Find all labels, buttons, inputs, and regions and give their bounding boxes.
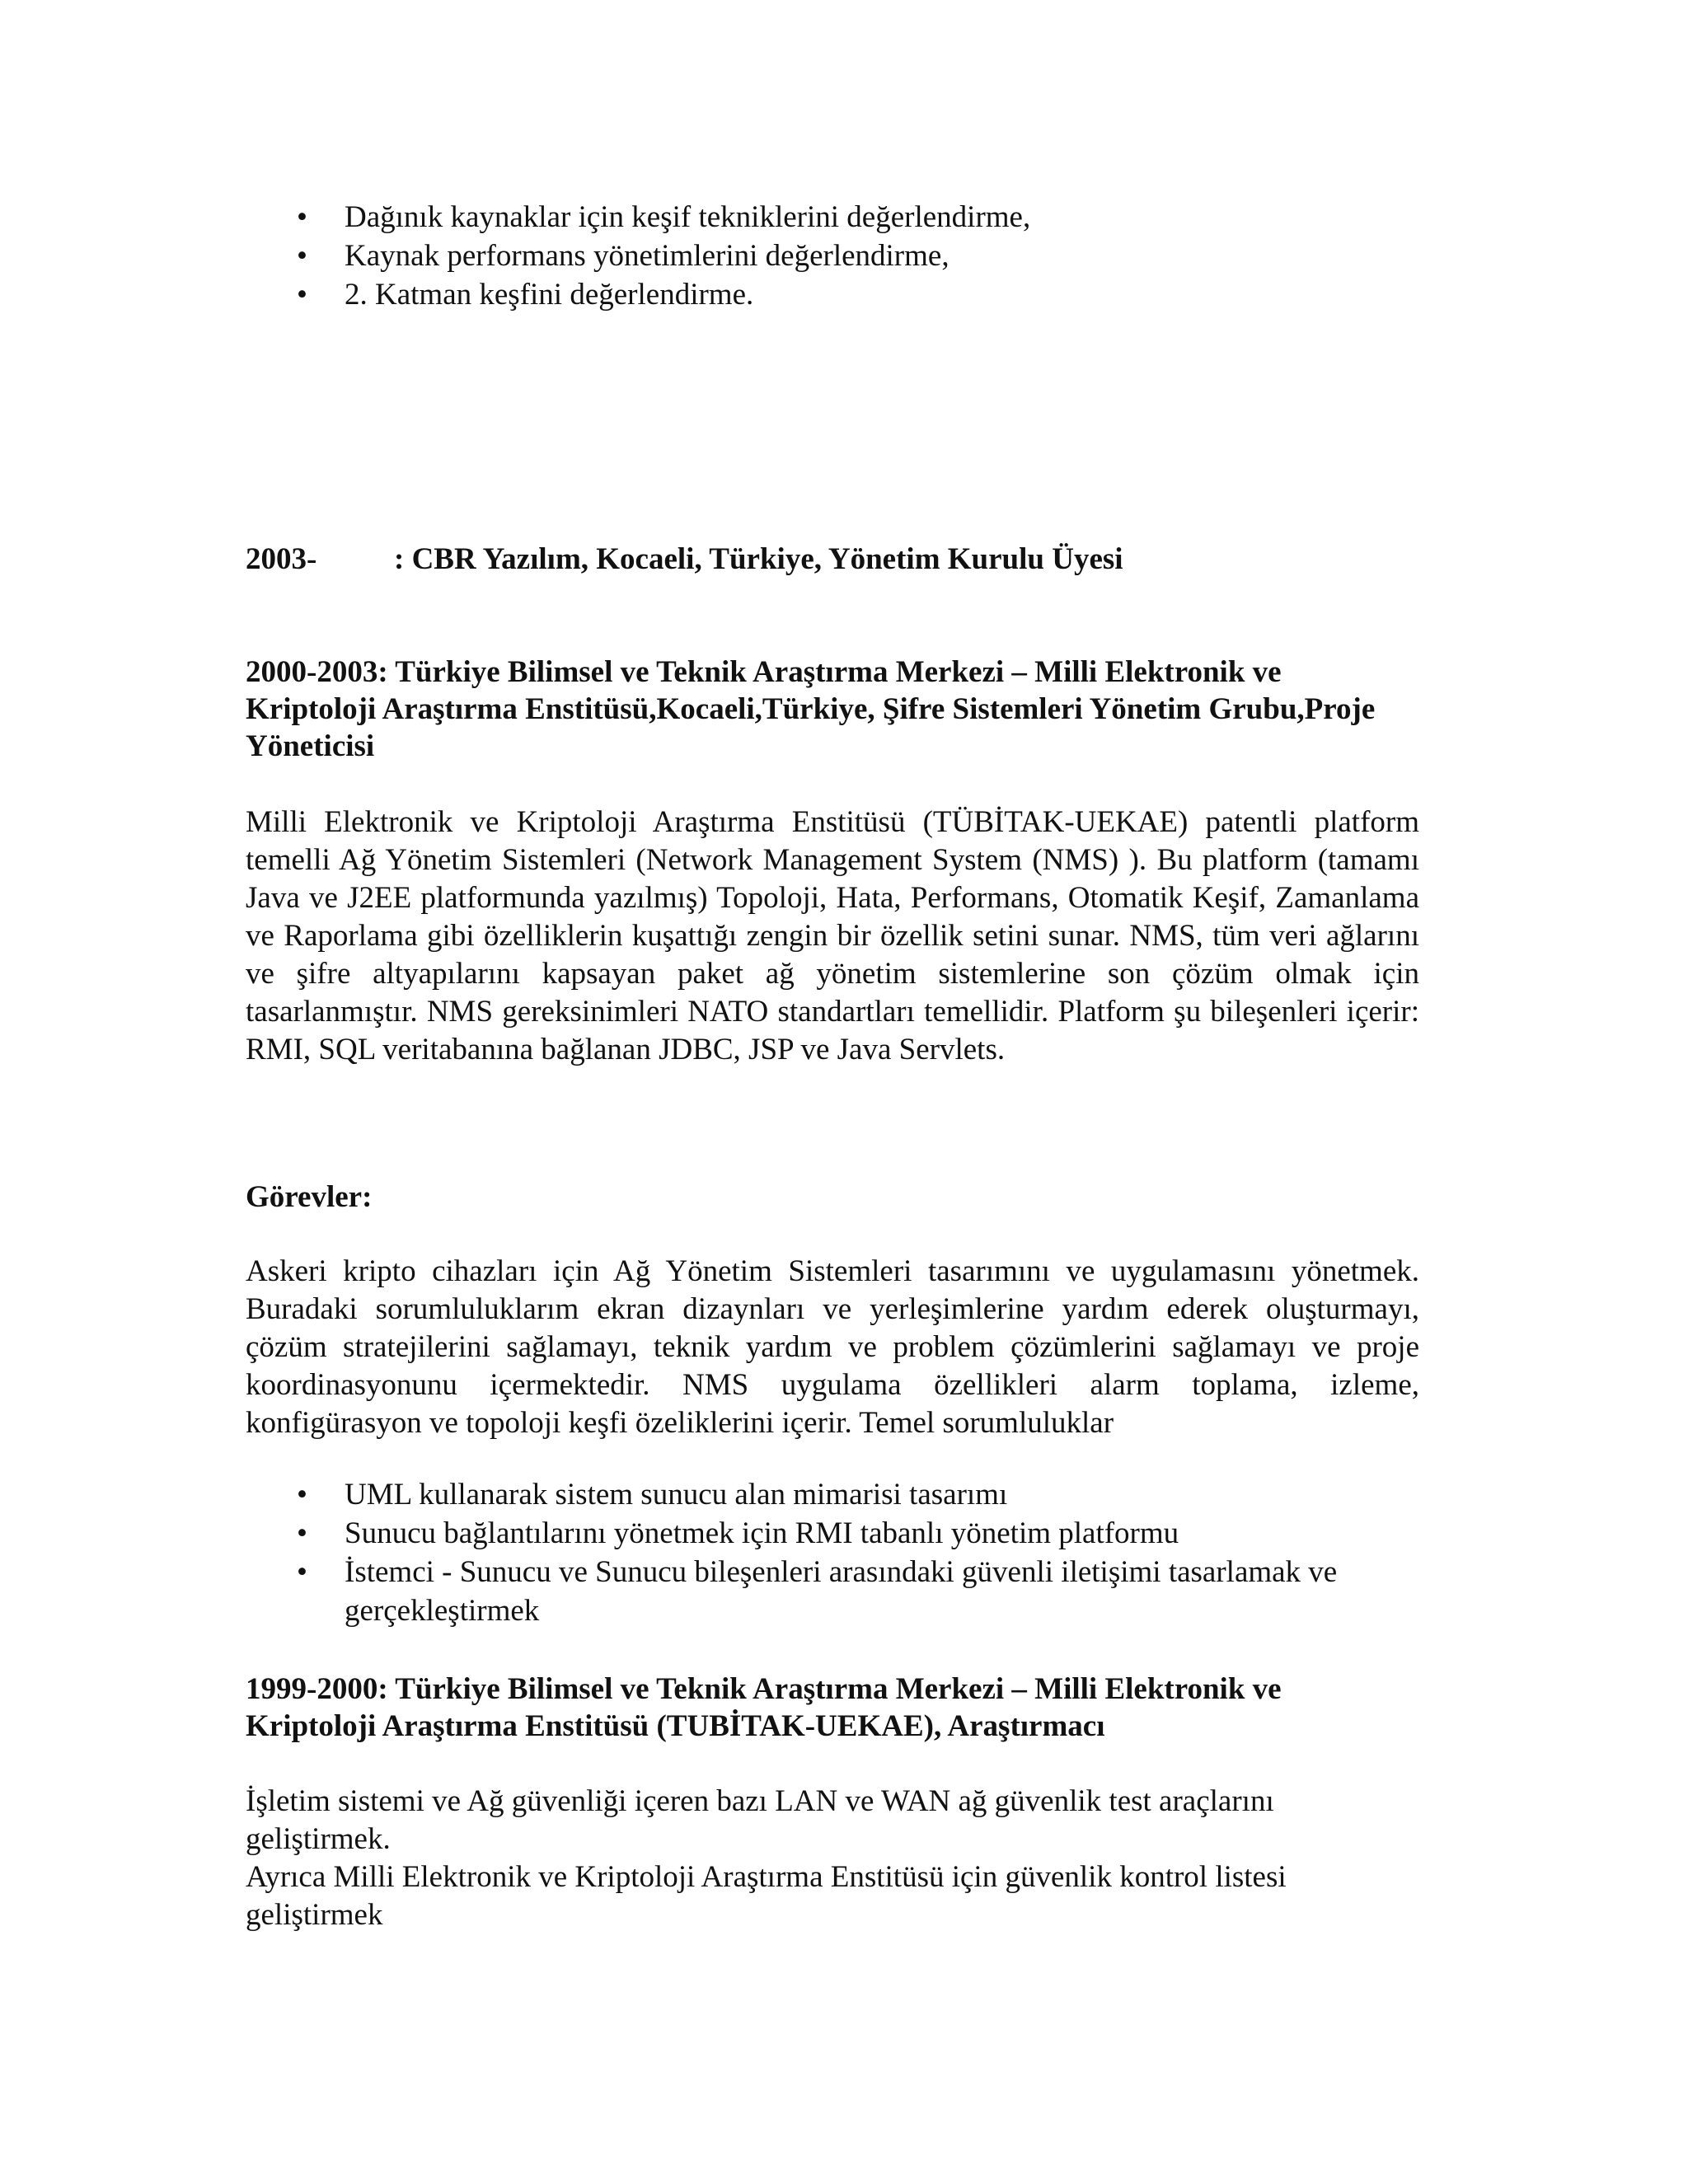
list-item: • UML kullanarak sistem sunucu alan mimarisi tasarımı bbox=[246, 1475, 1419, 1514]
duties-paragraph: Askeri kripto cihazları için Ağ Yönetim Sistemleri tasarımını ve uygulamasını yönetmek. Buradaki sorumluluklarım ekran dizaynları ve yerleşimlerine yardım ederek oluşturmayı, çözüm stratejilerini sağlamayı, teknik yardım ve problem çözümlerini sağlamayı ve proje koordinasyonunu içermektedir. NMS uygulama özellikleri alarm toplama, izleme, konfigürasyon ve topoloji keşfi özeliklerini içerir. Temel sorumluluklar bbox=[246, 1254, 1419, 1440]
bullet-icon: • bbox=[297, 239, 307, 273]
entry-2003-year: 2003- bbox=[246, 542, 317, 576]
evaluation-bullet-list bbox=[246, 198, 1419, 314]
bullet-icon: • bbox=[297, 1516, 307, 1550]
list-item: • İstemci - Sunucu ve Sunucu bileşenleri arasındaki güvenli iletişimi tasarlamak ve gerçekleştirmek bbox=[246, 1553, 1419, 1630]
bullet-icon: • bbox=[297, 1478, 307, 1511]
responsibilities-bullet-list bbox=[246, 1475, 1419, 1630]
duties-label: Görevler: bbox=[246, 1180, 373, 1214]
entry-2000-description: Milli Elektronik ve Kriptoloji Araştırma Enstitüsü (TÜBİTAK-UEKAE) patentli platform temelli Ağ Yönetim Sistemleri (Network Management System (NMS) ). Bu platform (tamamı Java ve J2EE platformunda yazılmış) Topoloji, Hata, Performans, Otomatik Keşif, Zamanlama ve Raporlama gibi özelliklerin kuşattığı zengin bir özellik setini sunar. NMS, tüm veri ağlarını ve şifre altyapılarını kapsayan paket ağ yönetim sistemlerine son çözüm olmak için tasarlanmıştır. NMS gereksinimleri NATO standartları temellidir. Platform şu bileşenleri içerir: RMI, SQL veritabanına bağlanan JDBC, JSP ve Java Servlets. bbox=[246, 805, 1419, 1066]
entry-1999-text-1: İşletim sistemi ve Ağ güvenliği içeren bazı LAN ve WAN ağ güvenlik test araçlarını geliştirmek. bbox=[246, 1784, 1274, 1856]
list-item: • 2. Katman keşfini değerlendirme. bbox=[246, 275, 1419, 314]
list-item: • Kaynak performans yönetimlerini değerlendirme, bbox=[246, 237, 1419, 275]
entry-2000-heading: 2000-2003: Türkiye Bilimsel ve Teknik Araştırma Merkezi – Milli Elektronik ve Kriptoloji Araştırma Enstitüsü,Kocaeli,Türkiye, Şifre Sistemleri Yönetim Grubu,Proje Yöneticisi bbox=[246, 655, 1376, 763]
entry-1999-text-2: Ayrıca Milli Elektronik ve Kriptoloji Araştırma Enstitüsü için güvenlik kontrol listesi geliştirmek bbox=[246, 1860, 1287, 1932]
bullet-icon: • bbox=[297, 1555, 307, 1589]
document-page bbox=[246, 0, 1419, 2184]
entry-2003-text: : CBR Yazılım, Kocaeli, Türkiye, Yönetim Kurulu Üyesi bbox=[394, 542, 1123, 576]
bullet-icon: • bbox=[297, 200, 307, 234]
entry-1999-heading: 1999-2000: Türkiye Bilimsel ve Teknik Araştırma Merkezi – Milli Elektronik ve Kriptoloji Araştırma Enstitüsü (TUBİTAK-UEKAE), Araştırmacı bbox=[246, 1672, 1282, 1743]
bullet-icon: • bbox=[297, 278, 307, 312]
list-item: • Dağınık kaynaklar için keşif tekniklerini değerlendirme, bbox=[246, 198, 1419, 237]
list-item: • Sunucu bağlantılarını yönetmek için RMI tabanlı yönetim platformu bbox=[246, 1514, 1419, 1553]
